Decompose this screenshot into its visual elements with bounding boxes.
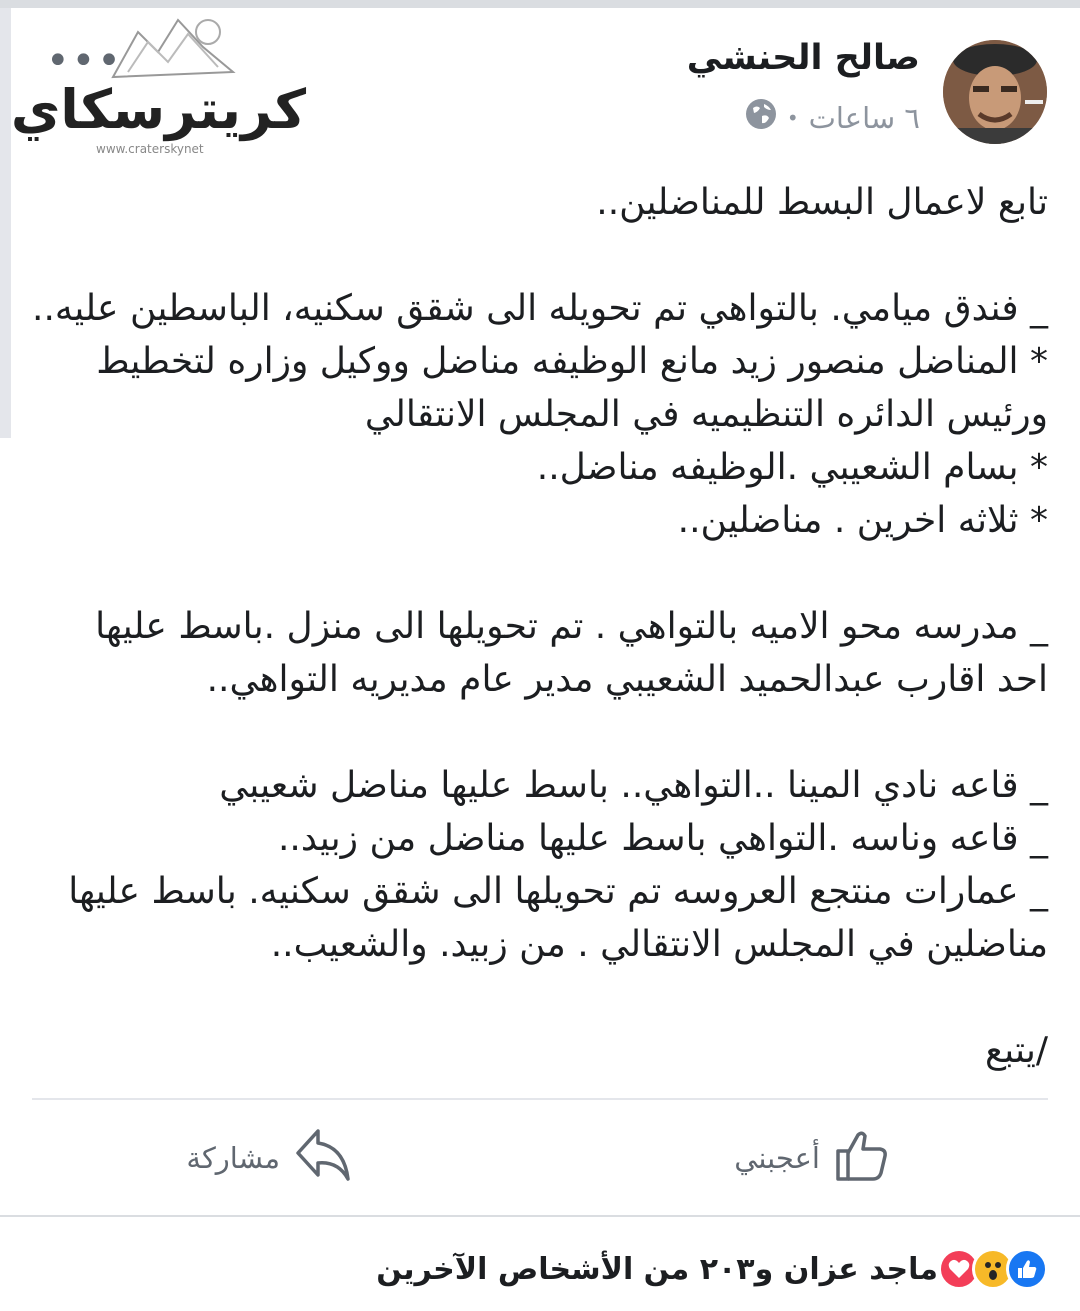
watermark-text: كريترسكاي xyxy=(10,78,306,141)
watermark-art xyxy=(108,12,238,82)
avatar-photo xyxy=(943,40,1047,144)
post-line: مناضلين في المجلس الانتقالي . من زبيد. والشعيب.. xyxy=(270,924,1048,965)
globe-icon xyxy=(745,98,777,137)
post-line: ورئيس الدائره التنظيميه في المجلس الانتقالي xyxy=(364,394,1048,435)
post-line: احد اقارب عبدالحميد الشعيبي مدير عام مديريه التواهي.. xyxy=(206,659,1048,700)
like-label: أعجبني xyxy=(734,1141,820,1175)
post-line: * ثلاثه اخرين . مناضلين.. xyxy=(677,500,1048,541)
thumbs-up-icon xyxy=(834,1127,890,1190)
share-button[interactable] xyxy=(186,1128,352,1188)
author-name[interactable]: صالح الحنشي xyxy=(686,38,920,78)
avatar[interactable] xyxy=(943,40,1047,144)
section-separator xyxy=(0,1215,1080,1217)
share-arrow-icon xyxy=(294,1127,352,1190)
post-line xyxy=(38,706,1048,759)
post-line: * بسام الشعيبي .الوظيفه مناضل.. xyxy=(536,447,1048,488)
watermark-url: www.craterskynet xyxy=(96,142,204,156)
reactions-bar[interactable] xyxy=(376,1246,1048,1292)
post-line xyxy=(38,971,1048,1024)
like-button[interactable] xyxy=(734,1128,890,1188)
post-line: * المناضل منصور زيد مانع الوظيفه مناضل ووكيل وزاره لتخطيط xyxy=(96,341,1048,382)
reaction-icons xyxy=(946,1248,1048,1290)
reactions-summary[interactable]: ماجد عزان و٢٠٣ من الأشخاص الآخرين xyxy=(376,1251,938,1287)
scroll-edge xyxy=(0,8,11,438)
meta-separator: • xyxy=(786,105,799,130)
post-line: _ فندق ميامي. بالتواهي تم تحويله الى شقق سكنيه، الباسطين عليه.. xyxy=(32,288,1048,329)
post-line xyxy=(38,229,1048,282)
post-meta xyxy=(745,98,920,137)
post-line: _ قاعه وناسه .التواهي باسط عليها مناضل من زبيد.. xyxy=(277,818,1048,859)
post-time[interactable]: ٦ ساعات xyxy=(808,100,920,135)
more-options-icon[interactable]: ••• xyxy=(46,38,123,84)
top-strip xyxy=(0,0,1080,8)
post-line: تابع لاعمال البسط للمناضلين.. xyxy=(596,182,1048,223)
like-reaction-icon xyxy=(1006,1248,1048,1290)
share-label: مشاركة xyxy=(186,1141,280,1175)
post-line: _ قاعه نادي المينا ..التواهي.. باسط عليها مناضل شعيبي xyxy=(219,765,1048,806)
post-line xyxy=(38,547,1048,600)
post-body xyxy=(32,176,1048,1077)
post-line: _ مدرسه محو الاميه بالتواهي . تم تحويلها الى منزل .باسط عليها xyxy=(95,606,1048,647)
divider xyxy=(32,1098,1048,1100)
watermark-logo xyxy=(10,60,306,160)
post-line: _ عمارات منتجع العروسه تم تحويلها الى شقق سكنيه. باسط عليها xyxy=(68,871,1048,912)
post-line: /يتبع xyxy=(984,1030,1048,1071)
